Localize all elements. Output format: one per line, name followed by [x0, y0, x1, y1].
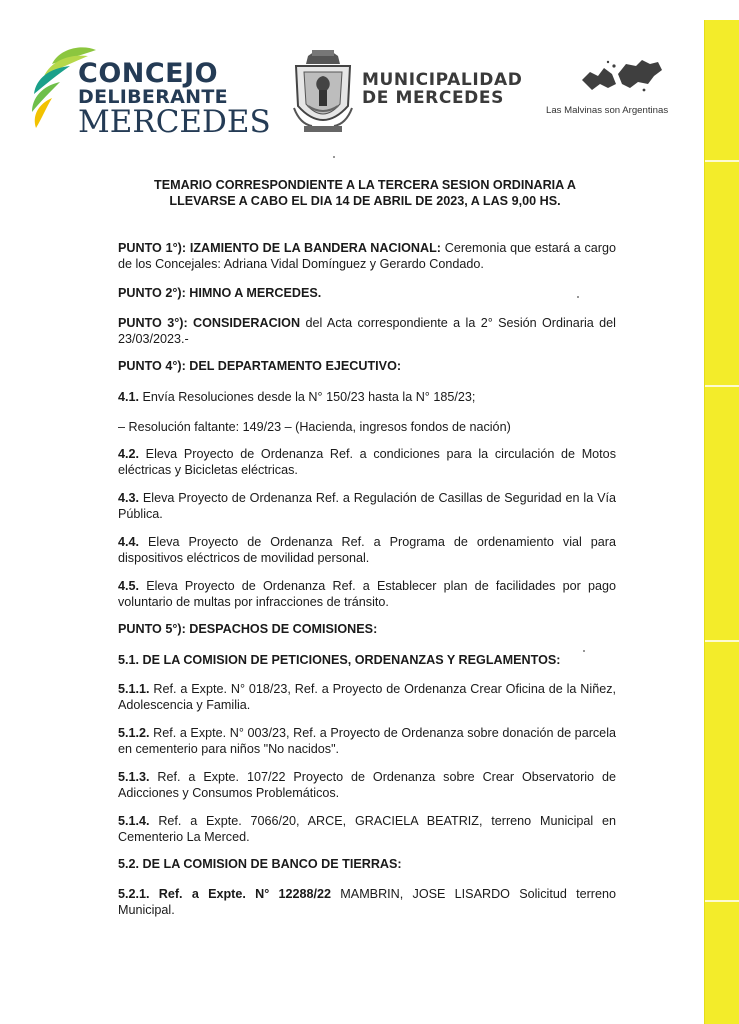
item-label: 4.5.: [118, 579, 140, 593]
agenda-item: [118, 490, 616, 522]
item-label: 4.4.: [118, 535, 140, 549]
item-text: del Acta correspondiente a la 2° Sesión Ordinaria del 23/03/2023.-: [118, 316, 616, 346]
agenda-item: [118, 419, 616, 435]
item-text: Envía Resoluciones desde la N° 150/23 hasta la N° 185/23;: [139, 390, 476, 404]
agenda-item: [118, 725, 616, 757]
item-label: 4.2.: [118, 447, 140, 461]
item-label: PUNTO 2°): HIMNO A MERCEDES.: [118, 286, 322, 300]
item-label: PUNTO 3°): CONSIDERACION: [118, 316, 301, 330]
agenda-item: [118, 446, 616, 478]
item-label: 4.1.: [118, 390, 140, 404]
malvinas-islands-map-icon: [578, 54, 664, 96]
item-text: Ref. a Expte. 7066/20, ARCE, GRACIELA BEATRIZ, terreno Municipal en Cementerio La Merced.: [118, 814, 616, 844]
malvinas-caption: Las Malvinas son Argentinas: [546, 105, 669, 116]
item-text: Eleva Proyecto de Ordenanza Ref. a condiciones para la circulación de Motos eléctricas y Bicicletas eléctricas.: [118, 447, 616, 477]
item-label: 4.3.: [118, 491, 140, 505]
title-line1: TEMARIO CORRESPONDIENTE A LA TERCERA SESION ORDINARIA A: [154, 178, 576, 192]
agenda-item: [118, 285, 616, 301]
item-label: 5.1.3.: [118, 770, 150, 784]
item-text: Ref. a Expte. 107/22 Proyecto de Ordenanza sobre Crear Observatorio de Adicciones y Consumos Problemáticos.: [118, 770, 616, 800]
yellow-highlight-strip: [704, 20, 739, 1024]
item-label: PUNTO 5°): DESPACHOS DE COMISIONES:: [118, 622, 378, 636]
agenda-item: [118, 240, 616, 272]
item-text: Ref. a Expte. N° 003/23, Ref. a Proyecto de Ordenanza sobre donación de parcela en cementerio para niños "No nacidos".: [118, 726, 616, 756]
title-line2: LLEVARSE A CABO EL DIA 14 DE ABRIL DE 2023, A LAS 9,00 HS.: [169, 194, 561, 208]
agenda-item: [118, 856, 616, 872]
item-label: 5.1.4.: [118, 814, 150, 828]
agenda-item: [118, 652, 616, 668]
concejo-logo-line3: MERCEDES: [78, 104, 271, 140]
item-text: Eleva Proyecto de Ordenanza Ref. a Regulación de Casillas de Seguridad en la Vía Pública.: [118, 491, 616, 521]
concejo-logo-line1: CONCEJO: [78, 58, 219, 89]
item-text: Eleva Proyecto de Ordenanza Ref. a Programa de ordenamiento vial para dispositivos eléctricos de movilidad personal.: [118, 535, 616, 565]
agenda-item: [118, 681, 616, 713]
concejo-logo-line2: DELIBERANTE: [78, 86, 228, 108]
item-label: PUNTO 1°): IZAMIENTO DE LA BANDERA NACIONAL:: [118, 241, 441, 255]
agenda-item: [118, 621, 616, 637]
item-text: Ceremonia que estará a cargo de los Concejales: Adriana Vidal Domínguez y Gerardo Condado.: [118, 241, 616, 271]
document-title: [130, 177, 600, 209]
item-label: 5.1. DE LA COMISION DE PETICIONES, ORDENANZAS Y REGLAMENTOS:: [118, 653, 561, 667]
item-text: Ref. a Expte. N° 018/23, Ref. a Proyecto de Ordenanza Crear Oficina de la Niñez, Adolescencia y Familia.: [118, 682, 616, 712]
concejo-deliberante-logo: [30, 42, 271, 142]
agenda-item: [118, 578, 616, 610]
municipalidad-heading: [362, 71, 522, 108]
agenda-item: [118, 886, 616, 918]
item-label: PUNTO 4°): DEL DEPARTAMENTO EJECUTIVO:: [118, 359, 402, 373]
mercedes-seal-icon: [290, 46, 356, 136]
item-text: MAMBRIN, JOSE LISARDO Solicitud terreno Municipal.: [118, 887, 616, 917]
item-label: 5.1.2.: [118, 726, 150, 740]
item-label: 5.2. DE LA COMISION DE BANCO DE TIERRAS:: [118, 857, 402, 871]
municipalidad-line1: MUNICIPALIDAD: [362, 70, 523, 90]
agenda-item: [118, 534, 616, 566]
agenda-item: [118, 315, 616, 347]
agenda-item: [118, 769, 616, 801]
item-label: 5.2.1. Ref. a Expte. N° 12288/22: [118, 887, 332, 901]
item-label: 5.1.1.: [118, 682, 150, 696]
scan-speck: [333, 156, 335, 158]
agenda-item: [118, 358, 616, 374]
agenda-item: [118, 389, 616, 405]
item-text: – Resolución faltante: 149/23 – (Hacienda, ingresos fondos de nación): [118, 420, 511, 434]
agenda-item: [118, 813, 616, 845]
item-text: Eleva Proyecto de Ordenanza Ref. a Establecer plan de facilidades por pago voluntario de multas por infracciones de tránsito.: [118, 579, 616, 609]
municipalidad-line2: DE MERCEDES: [362, 88, 504, 109]
